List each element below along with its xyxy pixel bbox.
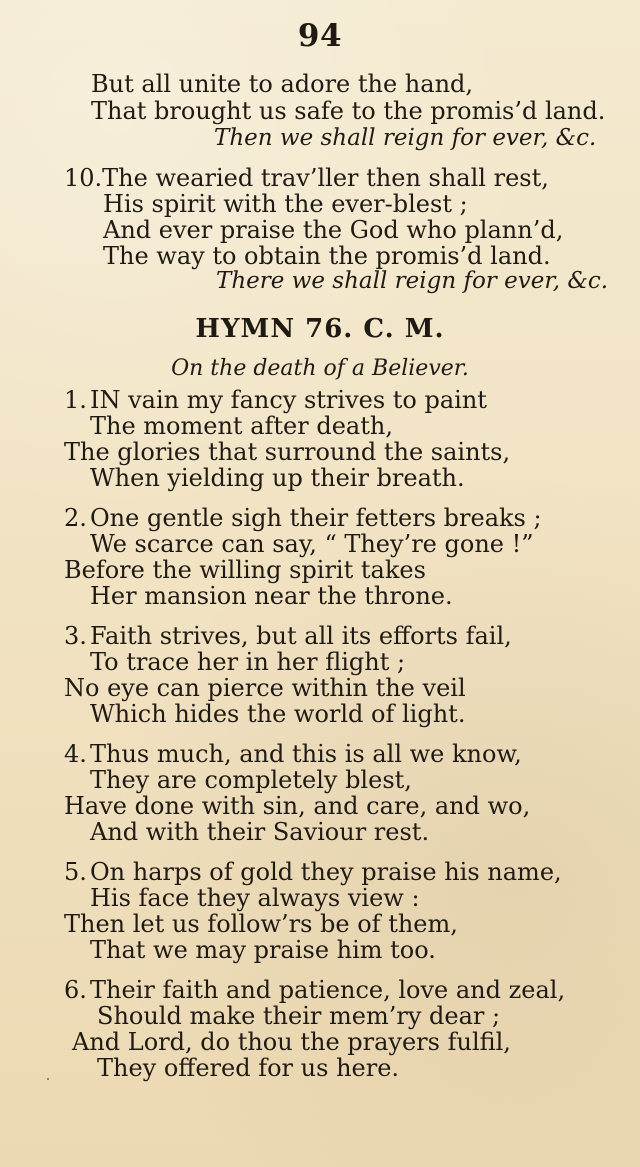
verse-line: His spirit with the ever-blest ; [103, 190, 468, 218]
verse-line: But all unite to adore the hand, [91, 70, 474, 98]
verse-line: And with their Saviour rest. [90, 818, 430, 846]
verse-line: When yielding up their breath. [90, 464, 465, 492]
verse-line: To trace her in her flight ; [90, 648, 406, 676]
stanza-1-line-1 [64, 388, 487, 412]
verse-line: The glories that surround the saints, [64, 438, 511, 466]
verse-line: And ever praise the God who plann’d, [103, 216, 564, 244]
page-number: 94 [297, 18, 343, 54]
stanza-6-line-1 [64, 978, 565, 1002]
verse-line: We scarce can say, “ They’re gone !” [90, 530, 534, 558]
stanza-10-line-1 [64, 166, 549, 190]
stanza-2-line-1 [64, 506, 542, 530]
verse-line: And Lord, do thou the prayers fulfil, [72, 1028, 511, 1056]
verse-line: Have done with sin, and care, and wo, [64, 792, 531, 820]
stanza-number: 4. [64, 740, 87, 768]
hymn-subtitle: On the death of a Believer. [171, 356, 469, 381]
stanza-number: 1. [64, 386, 87, 414]
stanza-4-line-1 [64, 742, 522, 766]
verse-line: The way to obtain the promis’d land. [103, 242, 551, 270]
verse-text: Their faith and patience, love and zeal, [90, 976, 566, 1004]
stanza-3-line-1 [64, 624, 512, 648]
verse-line: Her mansion near the throne. [90, 582, 453, 610]
stanza-number: 10. [64, 164, 103, 192]
verse-line: Should make their mem’ry dear ; [97, 1002, 501, 1030]
verse-line: That we may praise him too. [90, 936, 436, 964]
stanza-number: 3. [64, 622, 87, 650]
refrain-line: There we shall reign for ever, &c. [216, 268, 609, 294]
verse-line: The moment after death, [90, 412, 393, 440]
verse-line: His face they always view : [90, 884, 420, 912]
page-speck [47, 1078, 49, 1080]
verse-text: Thus much, and this is all we know, [90, 740, 522, 768]
verse-text: The wearied trav’ller then shall rest, [102, 164, 549, 192]
stanza-number: 2. [64, 504, 87, 532]
hymn-title: HYMN 76. C. M. [195, 314, 445, 344]
verse-line: That brought us safe to the promis’d land. [91, 97, 606, 125]
verse-text: IN vain my fancy strives to paint [90, 386, 487, 414]
stanza-number: 5. [64, 858, 87, 886]
verse-line: Which hides the world of light. [90, 700, 466, 728]
stanza-number: 6. [64, 976, 87, 1004]
refrain-line: Then we shall reign for ever, &c. [214, 125, 597, 151]
verse-line: Before the willing spirit takes [64, 556, 426, 584]
verse-text: One gentle sigh their fetters breaks ; [90, 504, 542, 532]
verse-text: Faith strives, but all its efforts fail, [90, 622, 512, 650]
verse-line: Then let us follow’rs be of them, [64, 910, 458, 938]
verse-line: They offered for us here. [97, 1054, 400, 1082]
verse-line: No eye can pierce within the veil [64, 674, 466, 702]
stanza-5-line-1 [64, 860, 562, 884]
verse-line: They are completely blest, [90, 766, 412, 794]
verse-text: On harps of gold they praise his name, [90, 858, 562, 886]
